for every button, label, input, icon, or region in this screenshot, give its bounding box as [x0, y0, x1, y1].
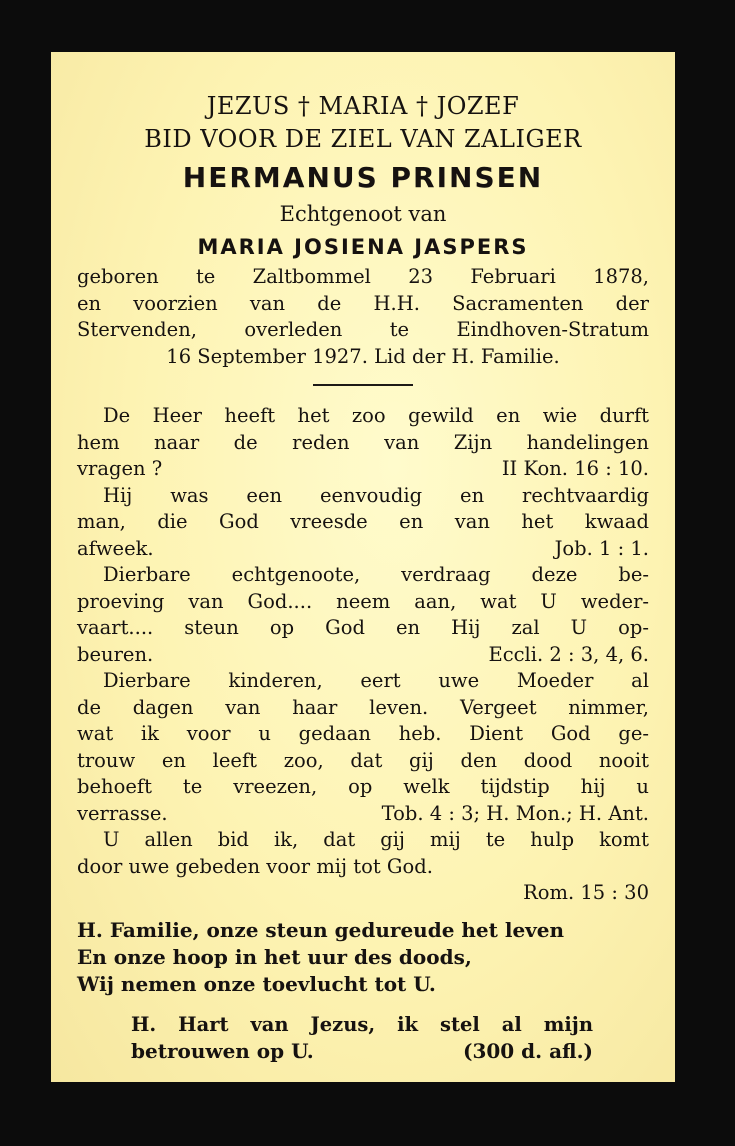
verse-block-2: [77, 483, 649, 563]
bio-line: Stervenden, overleden te Eindhoven-Stratum: [77, 318, 649, 341]
verse-block-4: [77, 668, 649, 827]
verse-line: man, die God vreesde en van het kwaad: [77, 510, 649, 533]
verse-end-line: [77, 642, 649, 669]
verse-line: Dierbare kinderen, eert uwe Moeder al: [103, 669, 649, 692]
prayer-line: En onze hoop in het uur des doods,: [77, 944, 472, 969]
family-prayer: [77, 917, 649, 998]
verse-line: U allen bid ik, dat gij mij te hulp komt: [103, 828, 649, 851]
verse-line: trouw en leeft zoo, dat gij den dood nooit: [77, 748, 649, 772]
prayer-line: Wij nemen onze toevlucht tot U.: [77, 971, 436, 996]
indulgence-note: (300 d. afl.): [462, 1039, 593, 1063]
verse-line: wat ik voor u gedaan heb. Dient God ge-: [77, 722, 649, 745]
deceased-name: HERMANUS PRINSEN: [182, 161, 544, 194]
verse-line: hem naar de reden van Zijn handelingen: [77, 430, 649, 454]
verse-line: proeving van God.... neem aan, wat U weder-: [77, 589, 649, 613]
spouse-label: Echtgenoot van: [279, 202, 447, 226]
verse-reference: Rom. 15 : 30: [523, 881, 649, 904]
verse-end: door uwe gebeden voor mij tot God.: [77, 854, 433, 878]
prayer-line: betrouwen op U.: [131, 1039, 314, 1063]
bio-line: geboren te Zaltbommel 23 Februari 1878,: [77, 265, 649, 288]
verse-line: vaart.... steun op God en Hij zal U op-: [77, 616, 649, 639]
verse-block-5: [77, 827, 649, 907]
heart-prayer: [77, 1012, 649, 1066]
verse-block-3: [77, 562, 649, 668]
verse-block-1: [77, 403, 649, 483]
verse-end-line: [77, 456, 649, 483]
verse-reference: Eccli. 2 : 3, 4, 6.: [488, 642, 649, 666]
divider: [313, 384, 413, 386]
bio-line: 16 September 1927. Lid der H. Familie.: [166, 344, 560, 368]
verse-reference: Tob. 4 : 3; H. Mon.; H. Ant.: [381, 801, 649, 825]
verse-end: vragen ?: [77, 457, 163, 480]
verse-reference: Job. 1 : 1.: [554, 536, 649, 560]
memorial-card: [51, 52, 675, 1082]
verse-end-line: [77, 536, 649, 563]
verse-line: behoeft te vreezen, op welk tijdstip hij u: [77, 775, 649, 798]
verse-reference: II Kon. 16 : 10.: [501, 457, 649, 480]
verse-last-line: [77, 854, 649, 881]
prayer-line: H. Familie, onze steun gedureude het leven: [77, 917, 565, 942]
verse-line: Dierbare echtgenoote, verdraag deze be-: [103, 563, 649, 586]
bio-block: [77, 264, 649, 370]
verse-end: beuren.: [77, 642, 154, 666]
verse-line: de dagen van haar leven. Vergeet nimmer,: [77, 695, 649, 719]
spouse-name: MARIA JOSIENA JASPERS: [197, 235, 529, 259]
verse-end: verrasse.: [77, 801, 168, 825]
prayer-end-line: [131, 1038, 593, 1065]
bio-line: en voorzien van de H.H. Sacramenten der: [77, 291, 649, 315]
verse-line: De Heer heeft het zoo gewild en wie durft: [103, 404, 649, 427]
verse-end: afweek.: [77, 536, 154, 560]
prayer-line: H. Hart van Jezus, ik stel al mijn: [131, 1012, 593, 1036]
verse-line: Hij was een eenvoudig en rechtvaardig: [103, 483, 649, 507]
verse-end-line: [77, 801, 649, 828]
invocation: JEZUS † MARIA † JOZEF: [206, 92, 520, 120]
prayer-request: BID VOOR DE ZIEL VAN ZALIGER: [144, 125, 582, 153]
